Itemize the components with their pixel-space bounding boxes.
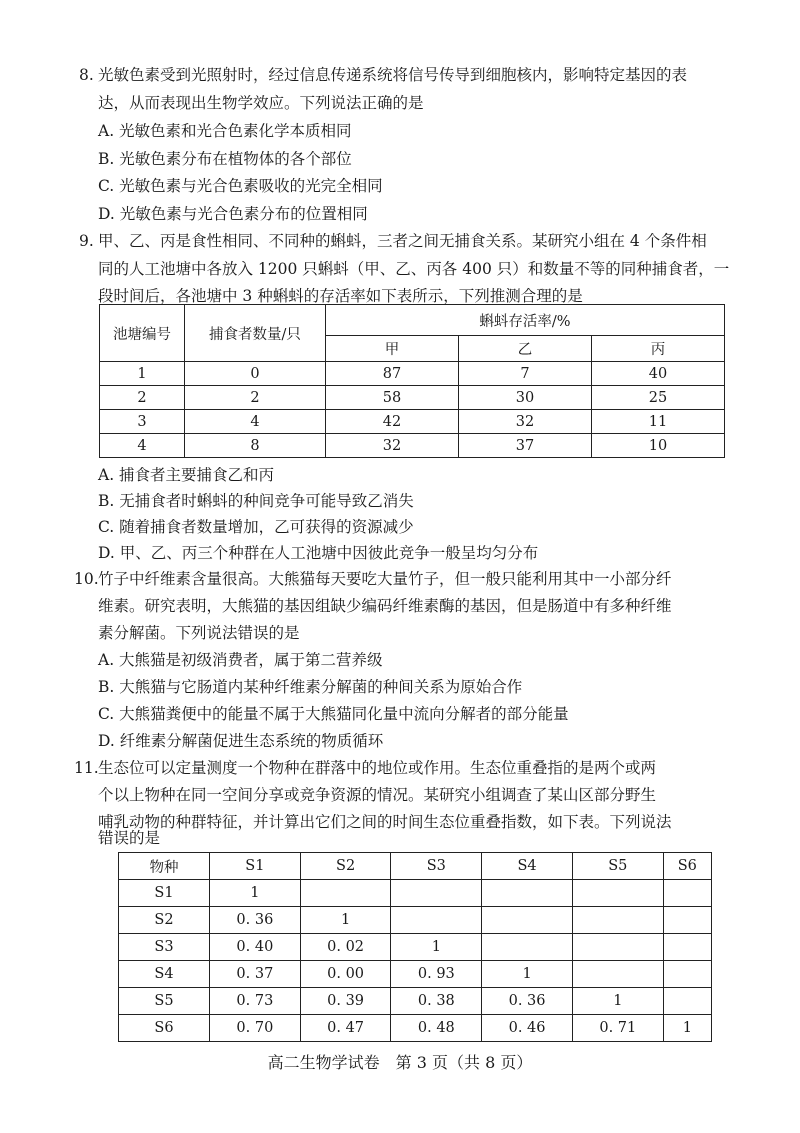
q8-stem-line-1: 光敏色素受到光照射时，经过信息传递系统将信号传导到细胞核内，影响特定基因的表 [98, 66, 688, 84]
table-cell [482, 934, 573, 961]
q10-stem-line-3: 素分解菌。下列说法错误的是 [98, 624, 300, 642]
table-cell: 7 [458, 362, 591, 386]
table-cell [482, 907, 573, 934]
table-cell: 0. 46 [482, 1015, 573, 1042]
q8-option-c: C. 光敏色素与光合色素吸收的光完全相同 [98, 177, 383, 195]
q9-option-b: B. 无捕食者时蝌蚪的种间竞争可能导致乙消失 [98, 492, 414, 510]
table-row [119, 1015, 712, 1042]
header-s1: S1 [210, 853, 301, 880]
header-pond: 池塘编号 [100, 305, 185, 362]
table-cell: S6 [119, 1015, 210, 1042]
q10-option-b: B. 大熊猫与它肠道内某种纤维素分解菌的种间关系为原始合作 [98, 678, 523, 696]
table-cell: 1 [572, 988, 663, 1015]
table-cell: 42 [326, 410, 459, 434]
header-s3: S3 [391, 853, 482, 880]
header-predator-count: 捕食者数量/只 [185, 305, 326, 362]
table-cell [300, 880, 391, 907]
table-cell: 0. 37 [210, 961, 301, 988]
table-cell: S4 [119, 961, 210, 988]
q8-option-b: B. 光敏色素分布在植物体的各个部位 [98, 150, 352, 168]
table-row [100, 362, 725, 386]
table-cell: 0. 70 [210, 1015, 301, 1042]
q10-stem-line-1: 竹子中纤维素含量很高。大熊猫每天要吃大量竹子，但一般只能利用其中一小部分纤 [98, 570, 672, 588]
table-cell: 1 [300, 907, 391, 934]
table-cell: 1 [663, 1015, 711, 1042]
table-cell [663, 988, 711, 1015]
table-cell: S2 [119, 907, 210, 934]
q9-stem-line-1: 甲、乙、丙是食性相同、不同种的蝌蚪，三者之间无捕食关系。某研究小组在 4 个条件相 [98, 232, 707, 250]
table-row [100, 434, 725, 458]
table-cell: 1 [210, 880, 301, 907]
tadpole-survival-table [99, 304, 725, 458]
q8-number: 8. [79, 66, 94, 84]
table-cell: 1 [100, 362, 185, 386]
table-cell: 11 [591, 410, 724, 434]
table-cell: 1 [482, 961, 573, 988]
table-cell: 37 [458, 434, 591, 458]
table-cell: S1 [119, 880, 210, 907]
q11-stem-line-2: 个以上物种在同一空间分享或竞争资源的情况。某研究小组调查了某山区部分野生 [98, 786, 657, 804]
table-cell: 4 [100, 434, 185, 458]
q10-option-d: D. 纤维素分解菌促进生态系统的物质循环 [98, 732, 384, 750]
table-cell: 0. 02 [300, 934, 391, 961]
q11-stem-line-4: 错误的是 [98, 829, 161, 847]
q11-stem-line-3: 哺乳动物的种群特征，并计算出它们之间的时间生态位重叠指数，如下表。下列说法 [98, 813, 672, 831]
header-species-bing: 丙 [591, 336, 724, 362]
table-cell [572, 880, 663, 907]
q9-stem-line-2: 同的人工池塘中各放入 1200 只蝌蚪（甲、乙、丙各 400 只）和数量不等的同种捕食者，一 [98, 260, 730, 278]
header-survival-rate: 蝌蚪存活率/% [326, 305, 725, 336]
q11-stem-line-1: 生态位可以定量测度一个物种在群落中的地位或作用。生态位重叠指的是两个或两 [98, 759, 657, 777]
table-cell: 32 [458, 410, 591, 434]
q8-option-d: D. 光敏色素与光合色素分布的位置相同 [98, 205, 368, 223]
table-cell: 0. 71 [572, 1015, 663, 1042]
table-cell: 1 [391, 934, 482, 961]
q11-number: 11. [74, 759, 99, 777]
table-cell [572, 907, 663, 934]
table-row [119, 934, 712, 961]
table-row [119, 988, 712, 1015]
q9-option-c: C. 随着捕食者数量增加，乙可获得的资源减少 [98, 518, 414, 536]
table-cell [663, 907, 711, 934]
table-cell [663, 880, 711, 907]
table-cell [391, 880, 482, 907]
table-cell: 32 [326, 434, 459, 458]
table-row [119, 907, 712, 934]
table-cell [663, 934, 711, 961]
table-cell: 87 [326, 362, 459, 386]
table-cell: 0. 39 [300, 988, 391, 1015]
q8-option-a: A. 光敏色素和光合色素化学本质相同 [98, 122, 352, 140]
table-cell: 0. 48 [391, 1015, 482, 1042]
table-cell: 0. 40 [210, 934, 301, 961]
table-cell: 8 [185, 434, 326, 458]
q9-number: 9. [79, 232, 94, 250]
table-cell [663, 961, 711, 988]
table-cell: 40 [591, 362, 724, 386]
header-s6: S6 [663, 853, 711, 880]
header-species: 物种 [119, 853, 210, 880]
table-cell: 0. 73 [210, 988, 301, 1015]
table-row [100, 386, 725, 410]
table-cell: 0. 47 [300, 1015, 391, 1042]
table-cell: 3 [100, 410, 185, 434]
q9-option-d: D. 甲、乙、丙三个种群在人工池塘中因彼此竞争一般呈均匀分布 [98, 544, 539, 562]
table-cell: 4 [185, 410, 326, 434]
table-row [100, 410, 725, 434]
table-cell [572, 934, 663, 961]
table-cell: 0. 38 [391, 988, 482, 1015]
page-footer: 高二生物学试卷 第 3 页（共 8 页） [267, 1053, 533, 1072]
q8-stem-line-2: 达，从而表现出生物学效应。下列说法正确的是 [98, 94, 424, 112]
q9-stem-line-3: 段时间后，各池塘中 3 种蝌蚪的存活率如下表所示，下列推测合理的是 [98, 287, 583, 305]
header-s5: S5 [572, 853, 663, 880]
table-row [119, 961, 712, 988]
table-cell: 0. 36 [482, 988, 573, 1015]
q10-stem-line-2: 维素。研究表明，大熊猫的基因组缺少编码纤维素酶的基因，但是肠道中有多种纤维 [98, 597, 672, 615]
header-s4: S4 [482, 853, 573, 880]
table-cell [572, 961, 663, 988]
header-species-yi: 乙 [458, 336, 591, 362]
q10-number: 10. [74, 570, 99, 588]
header-s2: S2 [300, 853, 391, 880]
table-cell: 0. 00 [300, 961, 391, 988]
table-cell: 2 [100, 386, 185, 410]
table-cell: 58 [326, 386, 459, 410]
table-cell: 25 [591, 386, 724, 410]
q9-option-a: A. 捕食者主要捕食乙和丙 [98, 466, 275, 484]
q10-option-a: A. 大熊猫是初级消费者，属于第二营养级 [98, 651, 383, 669]
table-cell: 0. 93 [391, 961, 482, 988]
table-cell: S5 [119, 988, 210, 1015]
table-cell [391, 907, 482, 934]
table-cell: 30 [458, 386, 591, 410]
table-cell [482, 880, 573, 907]
table-cell: 10 [591, 434, 724, 458]
niche-overlap-table [118, 852, 712, 1042]
table-cell: 0 [185, 362, 326, 386]
q10-option-c: C. 大熊猫粪便中的能量不属于大熊猫同化量中流向分解者的部分能量 [98, 705, 569, 723]
table-cell: S3 [119, 934, 210, 961]
table-cell: 2 [185, 386, 326, 410]
table-row [119, 880, 712, 907]
table-cell: 0. 36 [210, 907, 301, 934]
header-species-jia: 甲 [326, 336, 459, 362]
